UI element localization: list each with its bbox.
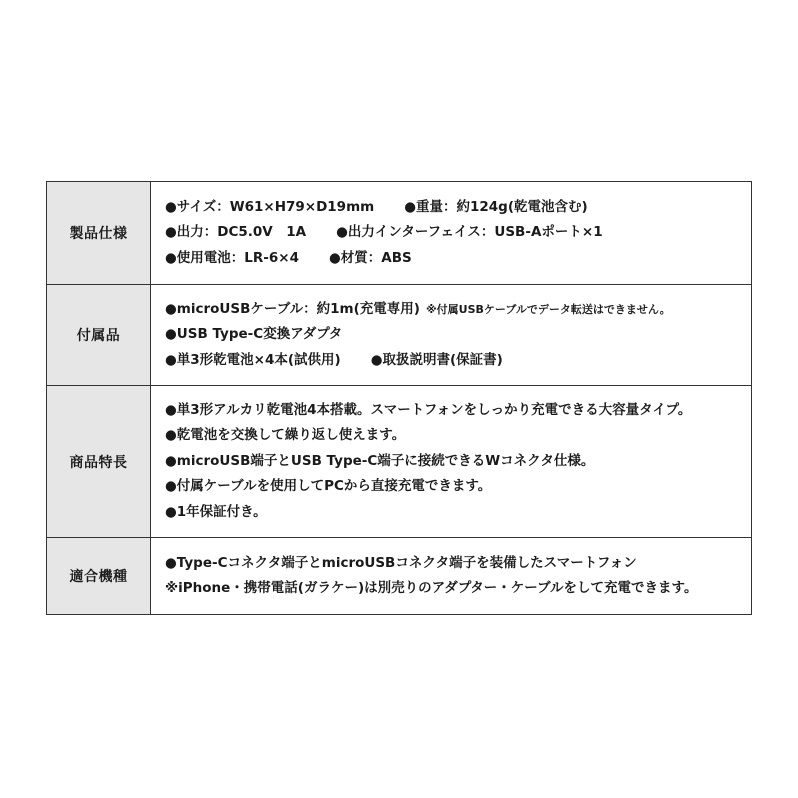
row-header: 製品仕様 [47,182,151,284]
spec-material: ●材質：ABS [328,249,412,266]
row-body [151,285,751,385]
spec-output: ●出力：DC5.0V 1A [165,224,307,241]
spec-output-interface: ●出力インターフェイス：USB-Aポート×1 [336,224,603,241]
row-header: 商品特長 [47,386,151,537]
spec-row-accessories [47,285,751,386]
accessory-line [165,348,745,374]
row-header: 適合機種 [47,538,151,614]
row-header: 付属品 [47,285,151,385]
spec-row-product-specs [47,182,751,285]
accessory-adapter: ●USB Type-C変換アダプタ [165,326,343,343]
feature-line: ●乾電池を交換して繰り返し使えます。 [165,427,406,444]
spec-battery: ●使用電池：LR-6×4 [165,249,299,266]
compat-line: ●Type-Cコネクタ端子とmicroUSBコネクタ端子を装備したスマートフォン [165,554,637,571]
feature-line: ●microUSB端子とUSB Type-C端子に接続できるWコネクタ仕様。 [165,452,595,469]
accessory-cable: ●microUSBケーブル：約1m(充電専用) [165,300,420,317]
spec-size: ●サイズ：W61×H79×D19mm [165,198,375,215]
accessory-line [165,322,745,348]
accessory-line [165,297,745,323]
spec-row-compatible-models [47,538,751,614]
feature-line: ●付属ケーブルを使用してPCから直接充電できます。 [165,478,492,495]
spec-weight: ●重量：約124g(乾電池含む) [404,198,588,215]
feature-line: ●単3形アルカリ乾電池4本搭載。スマートフォンをしっかり充電できる大容量タイプ。 [165,401,692,418]
spec-table [46,181,752,615]
compat-line: ※iPhone・携帯電話(ガラケー)は別売りのアダプター・ケーブルをして充電できます。 [165,580,698,596]
accessory-manual: ●取扱説明書(保証書) [370,351,503,368]
spec-line [165,220,745,246]
accessory-batteries: ●単3形乾電池×4本(試供用) [165,351,341,368]
accessory-cable-note: ※付属USBケーブルでデータ転送はできません。 [425,302,671,316]
feature-line: ●1年保証付き。 [165,503,267,520]
row-body [151,538,751,614]
spec-line [165,195,745,221]
row-body [151,182,751,284]
spec-row-features [47,386,751,538]
row-body [151,386,751,537]
spec-line [165,246,745,272]
